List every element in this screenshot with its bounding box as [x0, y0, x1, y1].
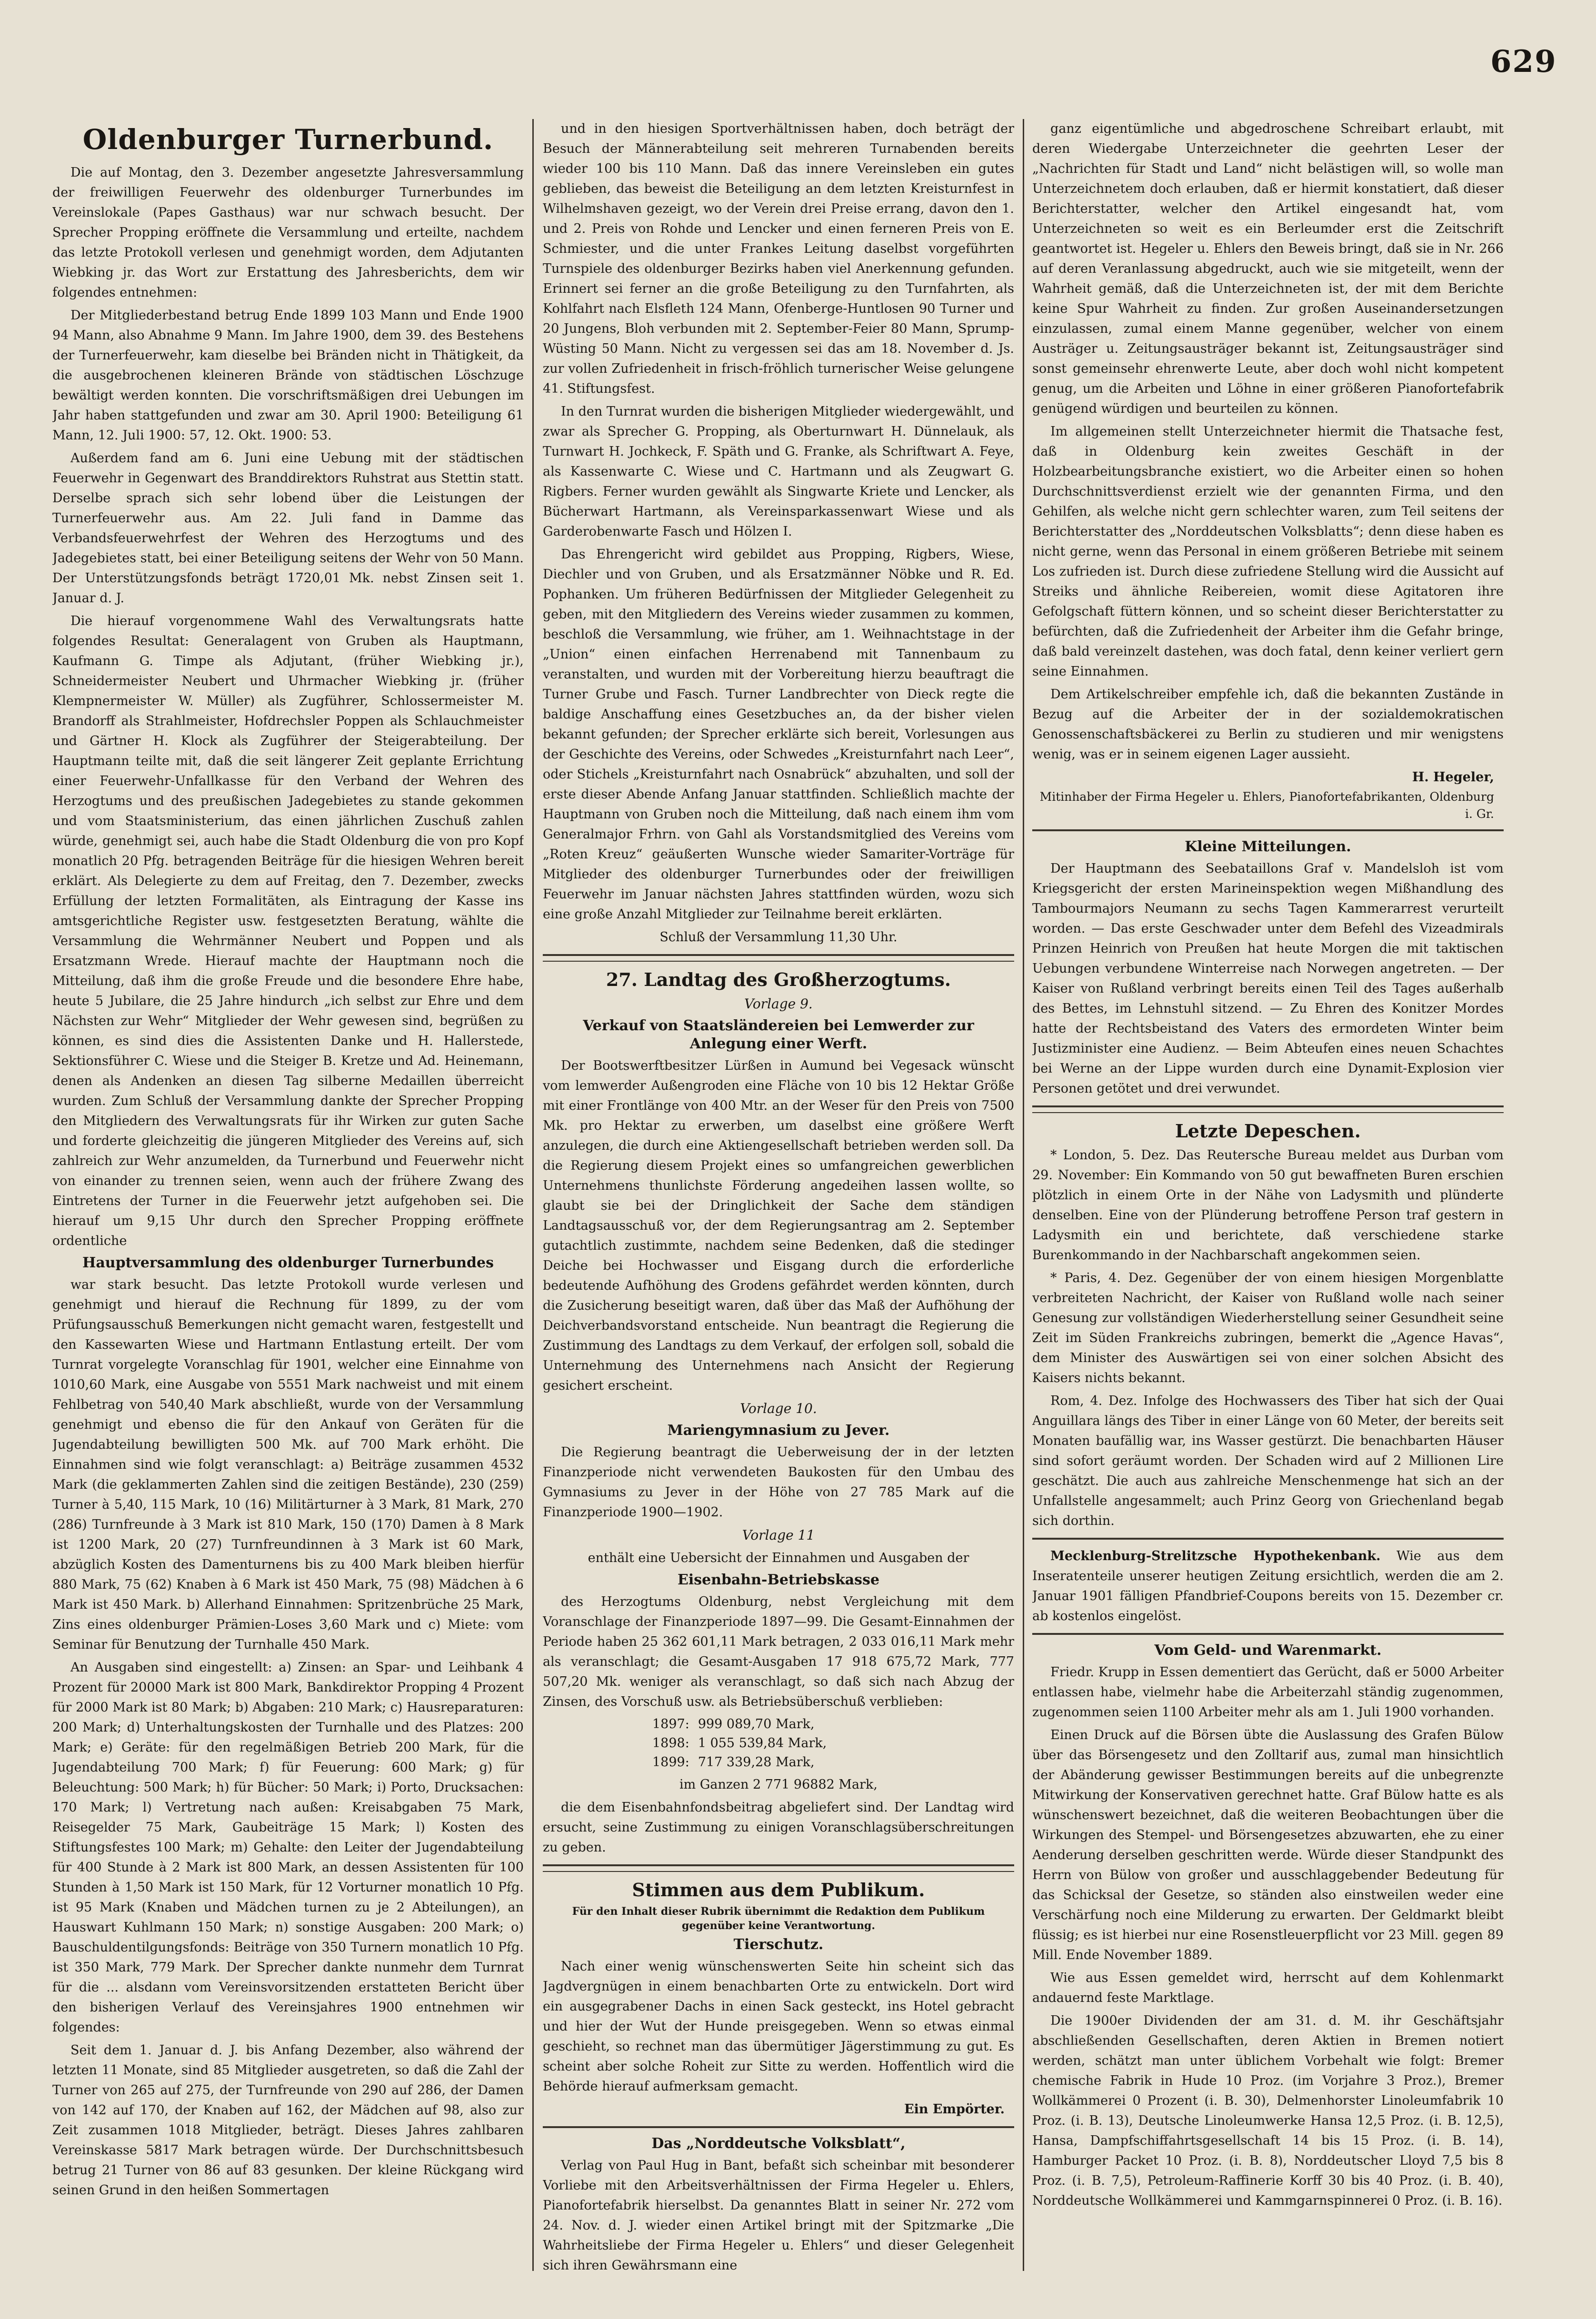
table-cell-year: 1897: [652, 1717, 689, 1732]
paragraph: Dem Artikelschreiber empfehle ich, daß die bekannten Zustände in Bezug auf die Arbeiter der in der sozialdemokratischen Genossenschaftsbäckerei zu Berlin zu studieren und mir wenigstens wenig, was er in seinem eigenen Lager aussieht. [1032, 687, 1504, 762]
section-rule [1032, 1105, 1504, 1113]
paragraph: ganz eigentümliche und abgedroschene Schreibart erlaubt, mit deren Wiedergabe Unterzeichneter die geehrten Leser der „Nachrichten für Stadt und Land“ nicht belästigen will, so wolle man Unterzeichnetem doch erlauben, daß er hiermit konstatiert, daß dieser Berichterstatter, welcher den Artikel eingesandt hat, vom Unterzeichneten so weit es ein Berleumder erst die Zeitschrift geantwortet ist. Hegeler u. Ehlers den Beweis bringt, daß sie in Nr. 266 auf deren Veranlassung abgedruckt, auch wie sie mitgeteilt, wenn der Wahrheit gemäß, daß die Unterzeichneten ist, der mit dem Berichte keine Spur Wahrheit zu finden. Zur großen Auseinandersetzungen einzulassen, zumal einem Manne gegenüber, welcher von einem Austräger u. Zeitungsausträger bekannt ist, Zeitungsausträger sind sonst gemeinsehr ehrenwerte Leute, aber doch wohl nicht kompetent genug, um die Arbeiten und Löhne in einer größeren Pianofortefabrik genügend würdigen und beurteilen zu können. [1032, 121, 1504, 416]
paragraph: war stark besucht. Das letzte Protokoll wurde verlesen und genehmigt und hierauf die Rechnung für 1899, zu der vom Prüfungsausschuß Bemerkungen nicht gemacht waren, festgestellt und den Kassewarten Wiese und Hartmann Entlastung erteilt. Der vom Turnrat vorgelegte Voranschlag für 1901, welcher eine Einnahme von 1010,60 Mark, eine Ausgabe von 5551 Mark nachweist und mit einem Fehlbetrag von 540,40 Mark abschließt, wurde von der Versammlung genehmigt und ebenso die für den Ankauf von Geräten für die Jugendabteilung bewilligten 500 Mk. auf 700 Mark erhöht. Die Einnahmen sind wie folgt veranschlagt: a) Beiträge zusammen 4532 Mark (die geklammerten Zahlen sind die zeitigen Bestände), 230 (259) Turner à 5,40, 115 Mark, 10 (16) Militärturner à 3 Mark, 81 Mark, 270 (286) Turnfreunde à 3 Mark ist 810 Mark, 150 (170) Damen à 8 Mark ist 1200 Mark, 20 (27) Turnfreundinnen à 3 Mark ist 60 Mark, abzüglich Kosten des Damenturnens bis zu 400 Mark bleiben hierfür 880 Mark, 75 (62) Knaben à 6 Mark ist 450 Mark, 75 (98) Mädchen à 6 Mark ist 450 Mark. b) Allerhand Einnahmen: Spritzenbrüche 25 Mark, Zins eines oldenburger Prämien-Loses 3,60 Mark und c) Miete: vom Seminar für Benutzung der Turnhalle 450 Mark. [52, 1277, 524, 1652]
column-2 [543, 119, 1014, 2276]
section-rule [543, 1864, 1014, 1872]
paragraph: Die auf Montag, den 3. Dezember angesetzte Jahresversammlung der freiwilligen Feuerwehr des oldenburger Turnerbundes im Vereinslokale (Papes Gasthaus) war nur schwach besucht. Der Sprecher Propping eröffnete die Versammlung und erteilte, nachdem das letzte Protokoll verlesen und genehmigt worden, dem Adjutanten Wiebking jr. das Wort zur Erstattung des Jahresberichts, dem wir folgendes entnehmen: [52, 165, 524, 300]
column-3 [1032, 119, 1504, 2276]
paragraph: Seit dem 1. Januar d. J. bis Anfang Dezember, also während der letzten 11 Monate, sind 85 Mitglieder ausgetreten, so daß die Zahl der Turner von 265 auf 275, der Turnfreunde von 290 auf 286, der Damen von 142 auf 170, der Knaben auf 162, der Mädchen auf 98, also zur Zeit zusammen 1018 Mitglieder, beträgt. Dieses Jahres zahlbaren Vereinskasse 5817 Mark betragen würde. Der Durchschnittsbesuch betrug 21 Turner von 86 auf 83 gesunken. Der kleine Rückgang wird seinen Grund in den heißen Sommertagen [52, 2043, 524, 2198]
section-rule [543, 2126, 1014, 2128]
section-rule [1032, 829, 1504, 831]
paragraph: Einen Druck auf die Börsen übte die Auslassung des Grafen Bülow über das Börsengesetz und den Zolltarif aus, zumal man hinsichtlich der Abänderung gewisser Bestimmungen bereits auf die unbegrenzte Mitwirkung der Konservativen gerechnet hatte. Graf Bülow hatte es als wünschenswert bezeichnet, daß die weiteren Beobachtungen über die Wirkungen des Stempel- und Börsengesetzes abzuwarten, ehe zu einer Aenderung derselben geschritten werde. Würde dieser Standpunkt des Herrn von Bülow von großer und ausschlaggebender Bedeutung für das Schicksal der Gesetze, so ständen also einstweilen weder eine Verschärfung noch eine Milderung zu erwarten. Der Geldmarkt bleibt flüssig; es ist hierbei nur eine Rosenstleuerpflicht vor 23 Mill. gegen 89 Mill. Ende November 1889. [1032, 1728, 1504, 1962]
paragraph: Der Bootswerftbesitzer Lürßen in Aumund bei Vegesack wünscht vom lemwerder Außengroden eine Fläche von 10 bis 12 Hektar Größe mit einer Frontlänge von 400 Mtr. an der Weser für den Preis von 7500 Mk. pro Hektar zu erwerben, um daselbst eine größere Werft anzulegen, die durch eine Aktiengesellschaft betrieben werden soll. Da die Regierung diesem Projekt eines so umfangreichen gewerblichen Unternehmens thunlichste Förderung angedeihen lassen wollte, so glaubt sie bei der Dringlichkeit der Sache dem ständigen Landtagsausschuß vor, der dem Regierungsantrag am 2. September gutachtlich zustimmte, nachdem seine Bedenken, daß die stedinger Deiche bei Hochwasser und Eisgang durch die erforderliche bedeutende Aufhöhung des Grodens gefährdet werden könnten, durch die Zusicherung beseitigt waren, daß über das Maß der Aufhöhung der Deichverbandsvorstand entscheide. Nun beantragt die Regierung die Zustimmung des Landtags zu dem Verkauf, der erfolgen soll, sobald die Unternehmung des Unternehmens nach Ansicht der Regierung gesichert erscheint. [543, 1058, 1014, 1393]
disclaimer-note: Für den Inhalt dieser Rubrik übernimmt die Redaktion dem Publikum gegenüber keine Verantwortung. [572, 1905, 985, 1932]
paragraph [1032, 1546, 1504, 1626]
vorlage-10-title: Mariengymnasium zu Jever. [667, 1422, 890, 1439]
table-cell-year: 1899: [652, 1755, 689, 1770]
kleine-mitteilungen-heading: Kleine Mitteilungen. [1185, 838, 1351, 855]
depeschen-heading: Letzte Depeschen. [1175, 1120, 1361, 1142]
paragraph: In den Turnrat wurden die bisherigen Mitglieder wiedergewählt, und zwar als Sprecher G. Propping, als Oberturnwart H. Dünnelauk, als Turnwart H. Jochkeck, F. Späth und G. Franke, als Schriftwart A. Feye, als Kassenwarte C. Wiese und C. Hartmann und als Zeugwart G. Rigbers. Ferner wurden gewählt als Singwarte Kriete und Lencker, als Bücherwart Hartmann, als Vereinsparkassenwart Wiese und als Garderobenwarte Fasch und Hölzen I. [543, 404, 1014, 539]
vorlage-11-title: Eisenbahn-Betriebskasse [677, 1572, 880, 1588]
surplus-table [652, 1715, 835, 1772]
vorlage-10-label: Vorlage 10. [740, 1401, 817, 1416]
section-rule [1032, 1633, 1504, 1635]
signature-name: H. Hegeler, [1412, 770, 1494, 785]
dispatch: * Paris, 4. Dez. Gegenüber der von einem hiesigen Morgenblatte verbreiteten Nachricht, der Kaiser von Rußland wolle nach seiner Genesung zur vollständigen Wiederherstellung seiner Gesundheit seine Zeit im Süden Frankreichs zubringen, bemerkt die „Agence Havas“, dem Minister des Auswärtigen sei von einer solchen Absicht des Kaisers nichts bekannt. [1032, 1271, 1504, 1385]
volksblatt-heading: Das „Norddeutsche Volksblatt“, [651, 2135, 906, 2152]
column-rule-right [1023, 119, 1024, 2271]
dispatch: * London, 5. Dez. Das Reutersche Bureau meldet aus Durban vom 29. November: Ein Kommando von 50 gut bewaffneten Buren erschien plötzlich in einem Orte in der Nähe von Ladysmith und plünderte denselben. Eine von der Plünderung betroffene Person traf gestern in Ladysmith ein und berichtete, daß verschiedene starke Burenkommando in der Nachbarschaft angekommen seien. [1032, 1148, 1504, 1263]
paragraph: und in den hiesigen Sportverhältnissen haben, doch beträgt der Besuch der Männerabteilung seit mehreren Turnabenden bereits wieder 100 bis 110 Mann. Daß das innere Vereinsleben ein gutes geblieben, das beweist die Beteiligung an dem letzten Kreisturnfest in Wilhelmshaven gezeigt, wo der Verein drei Preise errang, davon den 1. und 2. Preis von Rohde und Lencker und einen ferneren Preis von E. Schmiester, und die unter Frankes Leitung daselbst vorgeführten Turnspiele des oldenburger Bezirks haben viel Anerkennung gefunden. Erinnert sei ferner an die große Beteiligung zu den Turnfahrten, als Kohlfahrt nach Elsfleth 124 Mann, Ofenberge-Huntlosen 90 Turner und 20 Jungens, Bloh verbunden mit 2. September-Feier 80 Mann, Sprump-Wüsting 50 Mann. Nicht zu vergessen sei das am 18. November d. Js. zur vollen Zufriedenheit in frisch-fröhlich turnerischer Weise gelungene 41. Stiftungsfest. [543, 121, 1014, 396]
signature: Ein Empörter. [904, 2102, 1005, 2117]
table-cell-amount: 717 339,28 Mark, [698, 1755, 815, 1770]
tierschutz-heading: Tierschutz. [733, 1936, 824, 1953]
table-cell-amount: 1 055 539,84 Mark, [698, 1736, 827, 1751]
stimmen-heading: Stimmen aus dem Publikum. [632, 1879, 925, 1901]
paragraph: Die hierauf vorgenommene Wahl des Verwaltungsrats hatte folgendes Resultat: Generalagent von Gruben als Hauptmann, Kaufmann G. Timpe als Adjutant, (früher Wiebking jr.), Schneidermeister Neubert und Uhrmacher Wiebking jr. (früher Klempnermeister W. Müller) als Zugführer, Schlossermeister M. Brandorff als Strahlmeister, Hofdrechsler Poppen als Schlauchmeister und Gärtner H. Klock als Zugführer der Steigerabteilung. Der Hauptmann teilte mit, daß die seit längerer Zeit geplante Errichtung einer Feuerwehr-Unfallkasse für den Verband der Wehren des Herzogtums und des preußischen Jadegebietes zu stande gekommen und vom Staatsministerium, das einen jährlichen Zuschuß zahlen würde, genehmigt sei, auch habe die Stadt Oldenburg die von pro Kopf monatlich 20 Pfg. betragenden Beiträge für die hiesigen Wehren bereit erklärt. Als Delegierte zu dem auf Freitag, den 7. Dezember, zwecks Erfüllung der letzten Formalitäten, als Eintragung der Kasse ins amtsgerichtliche Register usw. festgesetzten Beratung, wählte die Versammlung die Wehrmänner Neubert und Poppen und als Ersatzmann Wrede. Hierauf machte der Hauptmann noch die Mitteilung, daß ihm die große Freude und die besondere Ehre habe, heute 5 Jubilare, die 25 Jahre hindurch „ich selbst zur Ehre und dem Nächsten zur Wehr“ Mitglieder der Wehr gewesen sind, begrüßen zu können, es sind dies die Assistenten Danke und H. Hallerstede, Sektionsführer C. Wiese und die Steiger B. Kretze und Ad. Heinemann, denen als Andenken an diesen Tag silberne Medaillen überreicht wurden. Zum Schluß der Versammlung dankte der Sprecher Propping den Mitgliedern des Verwaltungsrats für ihr Wirken zur guten Sache und forderte gleichzeitig die jüngeren Mitglieder des Vereins auf, sich zahlreich zur Wehr anzumelden, da Turnerbund und Feuerwehr nicht von einander zu trennen seien, wenn auch der frühere Zwang des Eintretens der Turner in die Feuerwehr jetzt aufgehoben sei. Die hierauf um 9,15 Uhr durch den Sprecher Propping eröffnete ordentliche [52, 614, 524, 1248]
geld-warenmarkt-heading: Vom Geld- und Warenmarkt. [1154, 1642, 1382, 1659]
subheading-hauptversammlung: Hauptversammlung des oldenburger Turnerbundes [82, 1254, 494, 1271]
vorlage-11-label: Vorlage 11 [742, 1527, 815, 1543]
mecklenburg-title: Mecklenburg-Strelitzsche Hypothekenbank. [1050, 1549, 1381, 1563]
table-row [652, 1715, 835, 1734]
paragraph: Nach einer wenig wünschenswerten Seite hin scheint sich das Jagdvergnügen in einem benachbarten Orte zu entwickeln. Dort wird ein ausgegrabener Dachs in einen Sack gesteckt, ins Hotel gebracht und hier der Wut der Hunde preisgegeben. Wenn so etwas einmal geschieht, so rechnet man das übermütiger Jägerstimmung zu gut. Es scheint aber solche Roheit zur Sitte zu werden. Hoffentlich wird die Behörde hierauf aufmerksam gemacht. [543, 1959, 1014, 2094]
table-row [652, 1753, 835, 1772]
closing-line: Schluß der Versammlung 11,30 Uhr. [659, 930, 898, 945]
vorlage-9-label: Vorlage 9. [744, 996, 813, 1012]
section-rule [543, 954, 1014, 962]
landtag-heading: 27. Landtag des Großherzogtums. [606, 969, 951, 990]
paragraph: Im allgemeinen stellt Unterzeichneter hiermit die Thatsache fest, daß in Oldenburg kein zweites Geschäft in der Holzbearbeitungsbranche existiert, wo die Arbeiter einen so hohen Durchschnittsverdienst erzielt wie der genannten Firma, und den Gehilfen, als welche nicht gern schlechter waren, zum Teil seitens der Berichterstatter des „Norddeutschen Volksblatts“; denn diese haben es nicht gerne, wenn das Personal in einem größeren Betriebe mit seinem Los zufrieden ist. Durch diese zufriedene Stellung wird die Aussicht auf Streiks und ähnliche Reibereien, womit diese Agitatoren ihre Gefolgschaft füttern können, und so scheint dieser Berichterstatter zu befürchten, daß die Zufriedenheit der Arbeiter ihm die Gefahr bringe, daß bald vereinzelt dastehen, was doch fatal, denn keiner verliert gern seine Einnahmen. [1032, 424, 1504, 679]
article-heading-turnerbund: Oldenburger Turnerbund. [82, 123, 494, 156]
dispatch: Rom, 4. Dez. Infolge des Hochwassers des Tiber hat sich der Quai Anguillara längs des Tiber in einer Länge von 60 Meter, der bereits seit Monaten baufällig war, ins Wasser gestürzt. Die benachbarten Häuser sind sofort geräumt worden. Der Schaden wird auf 2 Millionen Lire geschätzt. Die auch aus zahlreiche Menschenmenge hat sich an der Unfallstelle angesammelt; auch Prinz Georg von Griechenland begab sich dorthin. [1032, 1393, 1504, 1528]
paragraph: Friedr. Krupp in Essen dementiert das Gerücht, daß er 5000 Arbeiter entlassen habe, vielmehr habe die Arbeiterzahl ständig zugenommen, zugenommen seien 1100 Arbeiter mehr als am 1. Juli 1900 vorhanden. [1032, 1665, 1504, 1720]
paragraph: Die Regierung beantragt die Ueberweisung der in der letzten Finanzperiode nicht verwendeten Baukosten für den Umbau des Gymnasiums zu Jever in der Höhe von 27 785 Mark auf die Finanzperiode 1900—1902. [543, 1445, 1014, 1520]
paragraph: Das Ehrengericht wird gebildet aus Propping, Rigbers, Wiese, Diechler und von Gruben, und als Ersatzmänner Nöbke und R. Ed. Pophanken. Um früheren Bedürfnissen der Mitglieder Gelegenheit zu geben, mit den Mitgliedern des Vereins wieder zusammen zu kommen, beschloß die Versammlung, wie früher, am 1. Weihnachtstage in der „Union“ einen einfachen Herrenabend mit Tannenbaum zu veranstalten, und wurden mit der Vorbereitung hierzu beauftragt die Turner Grube und Fasch. Turner Landbrechter von Dieck regte die baldige Anschaffung eines Gesetzbuches an, da der bisher vielen bekannt gefunden; der Sprecher erklärte sich bereit, Vorlesungen aus der Geschichte des Vereins, oder Schwedes „Kreisturnfahrt nach Leer“, oder Stichels „Kreisturnfahrt nach Osnabrück“ abzuhalten, und soll der erste dieser Abende Anfang Januar stattfinden. Schließlich machte der Hauptmann von Gruben noch die Mitteilung, daß nach einem ihm vom Generalmajor Frhrn. von Gahl als Vorstandsmitglied des Vereins vom „Roten Kreuz“ geäußerten Wunsche wieder Samariter-Vorträge für Mitglieder des oldenburger Turnerbundes oder der freiwilligen Feuerwehr im Januar nächsten Jahres stattfinden würden, wozu sich eine große Anzahl Mitglieder zur Teilnahme bereit erklärten. [543, 547, 1014, 922]
paragraph: Verlag von Paul Hug in Bant, befaßt sich scheinbar mit besonderer Vorliebe mit den Arbeitsverhältnissen der Firma Hegeler u. Ehlers, Pianofortefabrik hierselbst. Da genanntes Blatt in seiner Nr. 272 vom 24. Nov. d. J. wieder einen Artikel bringt mit der Spitzmarke „Die Wahrheitsliebe der Firma Hegeler u. Ehlers“ und dieser Gelegenheit sich ihren Gewährsmann eine [543, 2158, 1014, 2273]
table-row [652, 1734, 835, 1753]
column-rule-left [532, 119, 534, 2271]
column-1 [52, 119, 524, 2276]
table-cell-amount: 999 089,70 Mark, [698, 1717, 815, 1732]
paragraph: Die 1900er Dividenden der am 31. d. M. ihr Geschäftsjahr abschließenden Gesellschaften, deren Aktien in Bremen notiert werden, schätzt man unter üblichem Vorbehalt wie folgt: Bremer chemische Fabrik in Hude 10 Proz. (im Vorjahre 3 Proz.), Bremer Wollkämmerei 0 Prozent (i. B. 30), Delmenhorster Linoleumfabrik 10 Proz. (i. B. 13), Deutsche Linoleumwerke Hansa 12,5 Proz. (i. B. 12,5), Hansa, Dampfschiffahrtsgesellschaft 14 bis 15 Proz. (i. B. 14), Hamburger Packet 10 Proz. (i. B. 8), Norddeutscher Lloyd 7,5 bis 8 Proz. (i. B. 7,5), Petroleum-Raffinerie Korff 30 bis 40 Proz. (i. B. 40), Norddeutsche Wollkämmerei und Kammgarnspinnerei 0 Proz. (i. B. 16). [1032, 2013, 1504, 2208]
paragraph: des Herzogtums Oldenburg, nebst Vergleichung mit dem Voranschlage der Finanzperiode 1897—99. Die Gesamt-Einnahmen der Periode haben 25 362 601,11 Mark betragen, 2 033 016,11 Mark mehr als veranschlagt; die Gesamt-Ausgaben 17 918 675,72 Mark, 777 507,20 Mk. weniger als veranschlagt, so daß sich nach Abzug der Zinsen, des Vorschuß usw. als Betriebsüberschuß verblieben: [543, 1594, 1014, 1709]
page-number: 629 [1490, 44, 1557, 80]
paragraph: Der Mitgliederbestand betrug Ende 1899 103 Mann und Ende 1900 94 Mann, also Abnahme 9 Mann. Im Jahre 1900, dem 39. des Bestehens der Turnerfeuerwehr, kam dieselbe bei Bränden nicht in Thätigkeit, da die ausgebrochenen kleineren Brände von städtischen Löschzuge bewältigt werden konnten. Die vorschriftsmäßigen drei Uebungen im Jahr haben stattgefunden und zwar am 30. April 1900: Beteiligung 61 Mann, 12. Juli 1900: 57, 12. Okt. 1900: 53. [52, 308, 524, 443]
vorlage-11-intro: enthält eine Uebersicht der Einnahmen und Ausgaben der [588, 1551, 969, 1565]
paragraph: die dem Eisenbahnfondsbeitrag abgeliefert sind. Der Landtag wird ersucht, seine Zustimmung zu einigen Voranschlagsüberschreitungen zu geben. [543, 1800, 1014, 1855]
section-rule [1032, 1538, 1504, 1540]
paragraph: Wie aus Essen gemeldet wird, herrscht auf dem Kohlenmarkt andauernd feste Marktlage. [1032, 1971, 1504, 2005]
paragraph: An Ausgaben sind eingestellt: a) Zinsen: an Spar- und Leihbank 4 Prozent für 20000 Mark ist 800 Mark, Bankdirektor Propping 4 Prozent für 2000 Mark ist 80 Mark; b) Abgaben: 210 Mark; c) Hausreparaturen: 200 Mark; d) Unterhaltungskosten der Turnhalle und des Platzes: 200 Mark; e) Geräte: für den regelmäßigen Betrieb 200 Mark, für die Jugendabteilung 700 Mark; f) für Feuerung: 600 Mark; g) für Beleuchtung: 500 Mark; h) für Bücher: 50 Mark; i) Porto, Drucksachen: 170 Mark; l) Vertretung nach außen: Kreisabgaben 75 Mark, Reisegelder 75 Mark, Gaubeiträge 15 Mark; l) Kosten des Stiftungsfestes 100 Mark; m) Gehalte: den Leiter der Jugendabteilung für 400 Stunde à 2 Mark ist 800 Mark, an dessen Assistenten für 100 Stunden à 1,50 Mark ist 150 Mark, für 12 Vorturner monatlich 10 Pfg. ist 95 Mark (Knaben und Mädchen turnen zu je 2 Abteilungen), an Hauswart Kuhlmann 150 Mark; n) sonstige Ausgaben: 200 Mark; o) Bauschuldentilgungsfonds: Beiträge von 350 Turnern monatlich 10 Pfg. ist 350 Mark, 779 Mark. Der Sprecher dankte nunmehr dem Turnrat für die ... alsdann vom Vereinsvorsitzenden erstatteten Bericht über den bisherigen Verlauf des Vereinsjahres 1900 entnehmen wir folgendes: [52, 1660, 524, 2035]
paragraph: Außerdem fand am 6. Juni eine Uebung mit der städtischen Feuerwehr in Gegenwart des Branddirektors Ruhstrat aus Stettin statt. Derselbe sprach sich sehr lobend über die Leistungen der Turnerfeuerwehr aus. Am 22. Juli fand in Damme das Verbandsfeuerwehrfest der Wehren des Herzogtums und des Jadegebietes statt, bei einer Beteiligung seitens der Wehr von 50 Mann. Der Unterstützungsfonds beträgt 1720,01 Mk. nebst Zinsen seit 1. Januar d. J. [52, 451, 524, 606]
vorlage-9-title: Verkauf von Staatsländereien bei Lemwerder zur Anlegung einer Werft. [583, 1017, 974, 1052]
mecklenburg-text: Wie aus dem Inseratenteile unserer heutigen Zeitung ersichtlich, werden die am 2. Januar 1901 fälligen Pfandbrief-Coupons bereits von 15. Dezember cr. ab kostenlos eingelöst. [1032, 1549, 1504, 1623]
table-total: im Ganzen 2 771 96882 Mark, [679, 1777, 878, 1792]
paragraph: Der Hauptmann des Seebataillons Graf v. Mandelsloh ist vom Kriegsgericht der ersten Marineinspektion wegen Mißhandlung des Tambourmajors Neumann zu sechs Tagen Kammerarrest verurteilt worden. — Das erste Geschwader unter dem Befehl des Vizeadmirals Prinzen Heinrich von Preußen hat heute Morgen die mit taktischen Uebungen verbundene Winterreise nach Norwegen angetreten. — Der Kaiser von Rußland verbringt bereits einen Teil des Tages außerhalb des Bettes, im Lehnstuhl sitzend. — Zu Ehren des Konitzer Mordes hatte der Rechtsbeistand des Vaters des ermordeten Winter beim Justizminister eine Audienz. — Beim Abteufen eines neuen Schachtes bei Werne an der Lippe wurden durch eine Dynamit-Explosion vier Personen getötet und drei verwundet. [1032, 861, 1504, 1096]
table-cell-year: 1898: [652, 1736, 689, 1751]
signature-role: Mitinhaber der Firma Hegeler u. Ehlers, Pianofortefabrikanten, Oldenburg i. Gr. [1039, 790, 1494, 821]
